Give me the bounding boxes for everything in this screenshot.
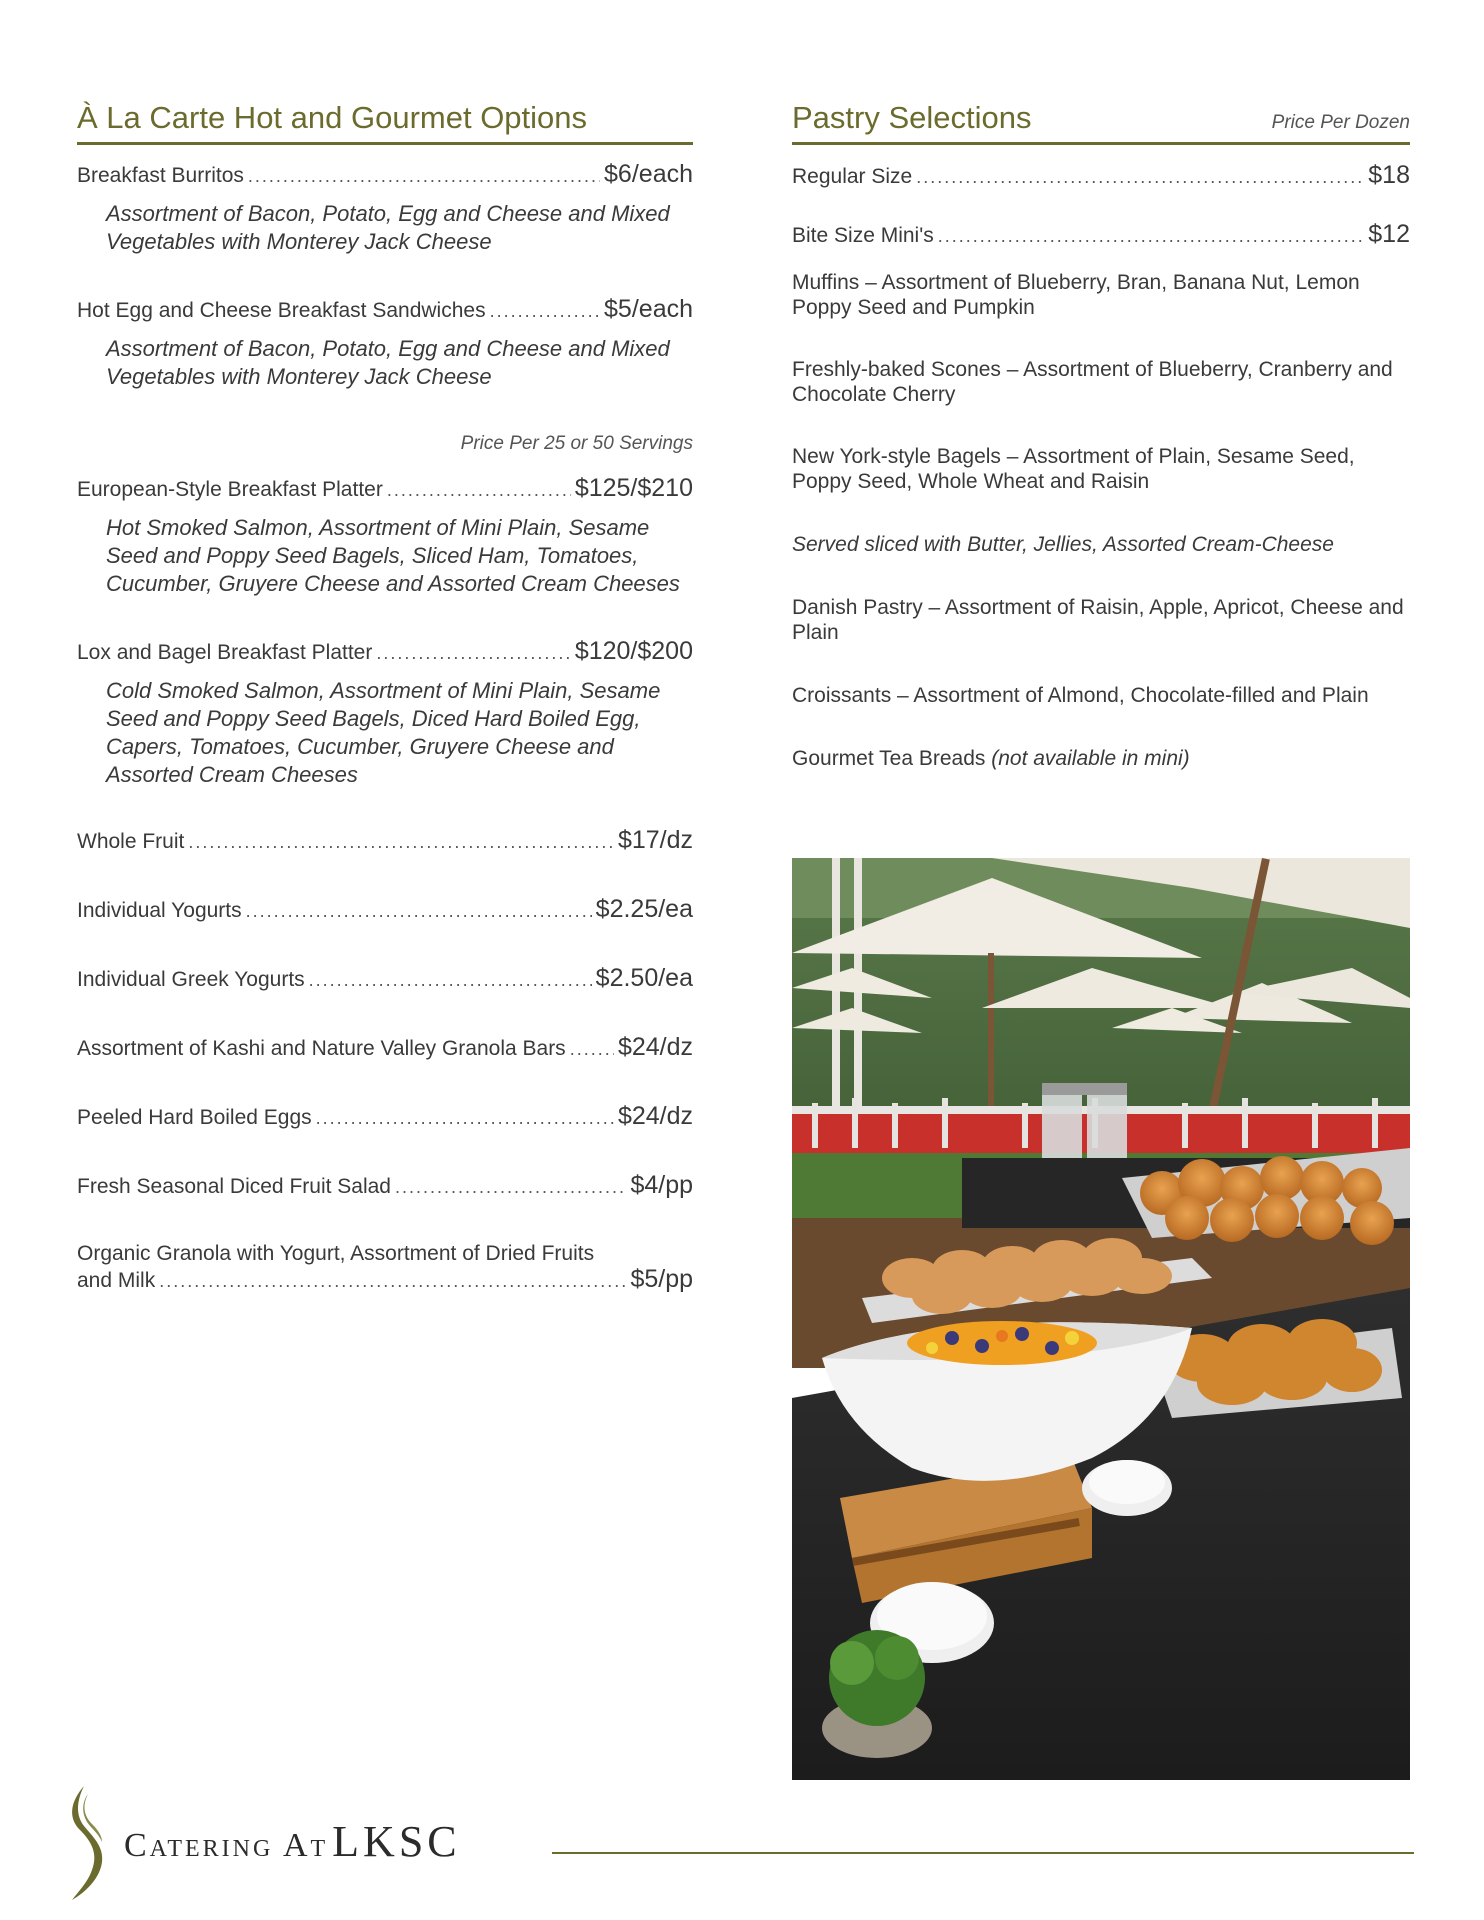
right-column xyxy=(792,100,1410,771)
item-label-line2: and Milk xyxy=(77,1269,156,1292)
section-header-pastry xyxy=(792,100,1410,145)
buffet-photo xyxy=(792,858,1410,1780)
menu-item-granola-yogurt xyxy=(77,1241,693,1295)
item-price: $24/dz xyxy=(617,1033,693,1061)
item-price: $2.50/ea xyxy=(595,964,693,992)
brand-small-text: Catering At xyxy=(124,1827,329,1864)
menu-item-whole-fruit xyxy=(77,827,693,856)
section-title: Pastry Selections xyxy=(792,100,1032,135)
dot-leader xyxy=(395,1174,626,1201)
item-label: Fresh Seasonal Diced Fruit Salad xyxy=(77,1175,391,1198)
item-price: $5/pp xyxy=(630,1265,693,1293)
item-price: $24/dz xyxy=(617,1102,693,1130)
menu-item-boiled-eggs xyxy=(77,1103,693,1132)
swirl-logo-icon xyxy=(62,1784,118,1904)
item-description: Assortment of Bacon, Potato, Egg and Cheese and Mixed Vegetables with Monterey Jack Cheese xyxy=(106,336,670,389)
item-price: $18 xyxy=(1368,161,1410,189)
price-per-dozen-note: Price Per Dozen xyxy=(1271,112,1410,133)
item-price: $120/$200 xyxy=(574,637,693,665)
pastry-tea-breads xyxy=(792,746,1410,771)
footer-divider xyxy=(552,1852,1414,1854)
menu-item-european-platter xyxy=(77,475,693,598)
item-price: $125/$210 xyxy=(574,474,693,502)
item-price: $5/each xyxy=(604,295,693,323)
dot-leader xyxy=(309,967,592,994)
item-label: Assortment of Kashi and Nature Valley Granola Bars xyxy=(77,1037,566,1060)
menu-item-fruit-salad xyxy=(77,1172,693,1201)
size-regular xyxy=(792,162,1410,191)
item-label: Individual Greek Yogurts xyxy=(77,968,305,991)
item-label: Bite Size Mini's xyxy=(792,224,934,247)
item-price: $4/pp xyxy=(630,1171,693,1199)
section-header-alacarte xyxy=(77,100,693,145)
item-price: $2.25/ea xyxy=(595,895,693,923)
item-label: Peeled Hard Boiled Eggs xyxy=(77,1106,312,1129)
section-title: À La Carte Hot and Gourmet Options xyxy=(77,100,588,135)
pastry-muffins: Muffins – Assortment of Blueberry, Bran, Banana Nut, Lemon Poppy Seed and Pumpkin xyxy=(792,271,1360,319)
left-column xyxy=(77,100,693,1295)
item-description: Hot Smoked Salmon, Assortment of Mini Plain, Sesame Seed and Poppy Seed Bagels, Sliced Ham, Tomatoes, Cucumber, Gruyere Cheese and Assorted Cream Cheeses xyxy=(106,515,680,596)
dot-leader xyxy=(246,898,592,925)
menu-item-egg-sandwiches xyxy=(77,296,693,391)
item-label: European-Style Breakfast Platter xyxy=(77,478,383,501)
pastry-scones: Freshly-baked Scones – Assortment of Blueberry, Cranberry and Chocolate Cherry xyxy=(792,358,1393,406)
dot-leader xyxy=(387,477,571,504)
dot-leader xyxy=(188,829,614,856)
dot-leader xyxy=(159,1268,626,1295)
item-label: Lox and Bagel Breakfast Platter xyxy=(77,641,373,664)
pastry-bagels: New York-style Bagels – Assortment of Plain, Sesame Seed, Poppy Seed, Whole Wheat and Raisin xyxy=(792,445,1355,493)
size-mini xyxy=(792,221,1410,250)
item-description: Cold Smoked Salmon, Assortment of Mini Plain, Sesame Seed and Poppy Seed Bagels, Diced Hard Boiled Egg, Capers, Tomatoes, Cucumber, Gruyere Cheese and Assorted Cream Cheeses xyxy=(106,678,661,787)
menu-item-burritos xyxy=(77,161,693,256)
item-price: $12 xyxy=(1368,220,1410,248)
pastry-danish: Danish Pastry – Assortment of Raisin, Apple, Apricot, Cheese and Plain xyxy=(792,596,1404,644)
dot-leader xyxy=(490,298,600,325)
item-label: Individual Yogurts xyxy=(77,899,242,922)
tea-breads-note: (not available in mini) xyxy=(991,747,1190,770)
item-label: Breakfast Burritos xyxy=(77,164,244,187)
dot-leader xyxy=(938,223,1365,250)
dot-leader xyxy=(570,1036,614,1063)
brand-wordmark xyxy=(124,1816,461,1867)
item-description: Assortment of Bacon, Potato, Egg and Cheese and Mixed Vegetables with Monterey Jack Cheese xyxy=(106,201,670,254)
item-label: Hot Egg and Cheese Breakfast Sandwiches xyxy=(77,299,486,322)
menu-item-granola-bars xyxy=(77,1034,693,1063)
dot-leader xyxy=(916,164,1364,191)
item-price: $6/each xyxy=(604,160,693,188)
menu-item-yogurts xyxy=(77,896,693,925)
menu-item-lox-platter xyxy=(77,638,693,789)
served-note: Served sliced with Butter, Jellies, Assorted Cream-Cheese xyxy=(792,533,1334,556)
dot-leader xyxy=(376,640,570,667)
tea-breads-label: Gourmet Tea Breads xyxy=(792,747,986,770)
menu-item-greek-yogurts xyxy=(77,965,693,994)
item-label: Whole Fruit xyxy=(77,830,185,853)
servings-note: Price Per 25 or 50 Servings xyxy=(460,433,693,454)
dot-leader xyxy=(248,163,600,190)
item-price: $17/dz xyxy=(617,826,693,854)
pastry-croissants: Croissants – Assortment of Almond, Chocolate-filled and Plain xyxy=(792,684,1369,707)
item-label: Regular Size xyxy=(792,165,913,188)
item-label-line1: Organic Granola with Yogurt, Assortment of Dried Fruits xyxy=(77,1242,595,1265)
brand-big-text: LKSC xyxy=(332,1817,461,1866)
dot-leader xyxy=(316,1105,614,1132)
